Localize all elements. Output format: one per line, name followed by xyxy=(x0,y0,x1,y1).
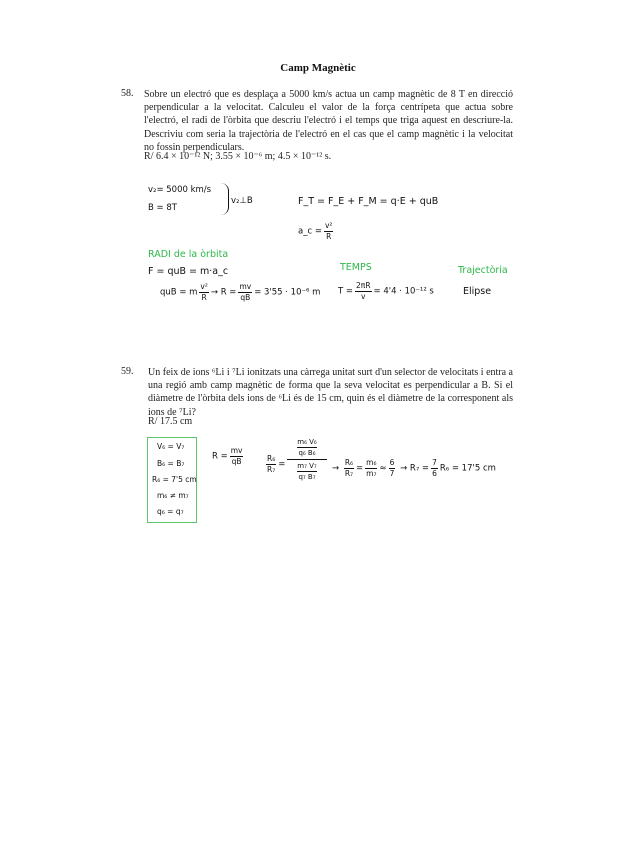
hw59-result-chain: → $\frac{\text{R₆}}{\text{R₇}}$ = $\frac{\text{m₆}}{\text{m₇}}$ ≈ $\frac{6}{7}$ → R₇ = $\frac{7}{6}$ R₆ = 17'5 cm xyxy=(332,458,496,478)
problem-59-number: 59. xyxy=(121,366,134,377)
hw59-box-line-1: V₆ = V₇ xyxy=(157,442,185,451)
hw58-trajectory-label: Trajectòria xyxy=(458,265,508,276)
hw58-field: B = 8T xyxy=(148,203,177,213)
problem-59-text: Un feix de ions ⁶Li i ⁷Li ionitzats una càrrega unitat surt d'un selector de velocitats i entra a una regió amb camp magnètic de forma que la seva velocitat es perpendicular a B. Si el diàmetre de l'òrbita dels ions de ⁶Li és de 15 cm, quin és el diàmetre de la corresponent als ions de ⁷Li? xyxy=(148,367,513,418)
hw58-period-eq: T = $\frac{2\pi R}{v}$ = 4'4 · 10⁻¹² s xyxy=(338,281,434,301)
hw59-box-line-4: m₆ ≠ m₇ xyxy=(157,491,189,500)
problem-58-number: 58. xyxy=(121,88,134,99)
page-title: Camp Magnètic xyxy=(280,62,356,74)
hw58-ac-den: R xyxy=(326,231,332,241)
hw58-brace xyxy=(220,183,229,215)
hw59-box-line-5: q₆ = q₇ xyxy=(157,507,184,516)
hw59-compound-fraction: m₆ V₆ q₆ B₆ m₇ V₇ q₇ B₇ xyxy=(287,438,327,481)
hw58-ac-eq: a_c = $\frac{\text{v²}}{R}$ xyxy=(298,221,333,241)
hw58-ac-num: v² xyxy=(324,221,333,230)
problem-59-answer: R/ 17.5 cm xyxy=(148,416,193,427)
hw59-box-line-2: B₆ = B₇ xyxy=(157,459,185,468)
problem-58-text: Sobre un electró que es desplaça a 5000 km/s actua un camp magnètic de 8 T en direcció perpendicular a la velocitat. Calculeu el valor de la força centrípeta que actua sobre l'electró, el radi de l'òrbita que descriu l'electró i el temps que triga aquest en descriure-la. Descriviu com seria la trajectòria de l'electró en el cas que el camp magnètic i la velocitat no fossin perpendiculars. xyxy=(144,89,513,153)
hw58-force-centripetal: F = quB = m·a_c xyxy=(148,266,229,277)
hw58-force-eq: F_T = F_E + F_M = q·E + quB xyxy=(298,196,439,207)
problem-58-answer: R/ 6.4 × 10⁻¹² N; 3.55 × 10⁻⁶ m; 4.5 × 10⁻¹² s. xyxy=(144,151,332,162)
hw59-box-line-3: R₆ = 7'5 cm xyxy=(152,475,197,484)
hw58-trajectory-value: Elipse xyxy=(463,286,492,297)
hw59-ratio-lhs: $\frac{\text{R₆}}{\text{R₇}}$ = xyxy=(267,454,286,474)
hw58-radi-label: RADI de la òrbita xyxy=(148,249,229,260)
hw58-temps-label: TEMPS xyxy=(340,262,372,273)
hw58-velocity: v₂= 5000 km/s xyxy=(148,185,212,195)
hw59-radius-formula: R = $\frac{mv}{qB}$ xyxy=(212,446,243,466)
hw58-perpendicular: v₂⊥B xyxy=(231,196,253,206)
hw58-radius-derivation: quB = m $\frac{\text{v²}}{R}$ → R = $\frac{mv}{qB}$ = 3'55 · 10⁻⁶ m xyxy=(160,282,321,302)
